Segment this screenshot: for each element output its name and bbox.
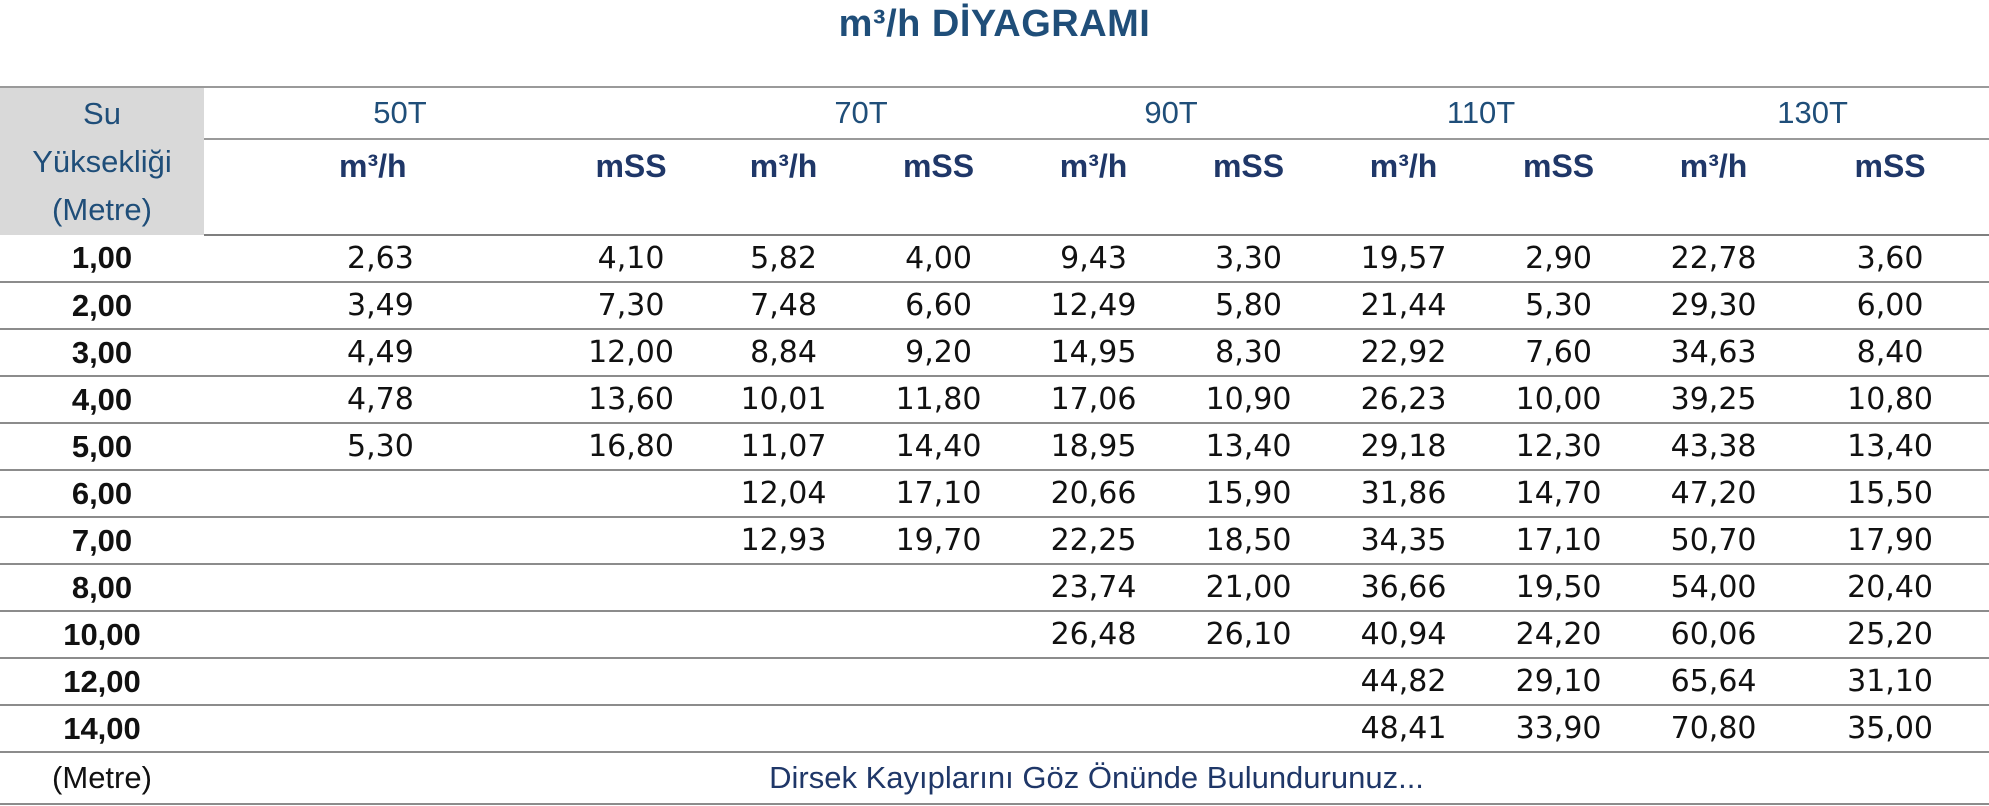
pressure-cell: 12,00 [556,329,706,376]
pressure-cell: 6,60 [861,282,1016,329]
flow-cell: 5,30 [204,423,556,470]
flow-cell: 65,64 [1636,658,1791,705]
pressure-cell: 3,60 [1791,235,1989,282]
pressure-cell: 4,10 [556,235,706,282]
pressure-cell: 4,00 [861,235,1016,282]
flow-cell: 22,25 [1016,517,1171,564]
unit-header-pressure: mSS [595,147,667,184]
pressure-cell: 19,70 [861,517,1016,564]
footer-row [0,752,1989,804]
flow-cell: 21,44 [1326,282,1481,329]
pressure-cell: 15,50 [1791,470,1989,517]
pressure-cell: 8,40 [1791,329,1989,376]
flow-cell: 22,78 [1636,235,1791,282]
height-header-line: Su [83,95,121,131]
flow-cell: 20,66 [1016,470,1171,517]
flow-cell: 4,78 [204,376,556,423]
pressure-cell: 16,80 [556,423,706,470]
unit-header-pressure: mSS [902,147,975,184]
pressure-cell: 5,80 [1171,282,1326,329]
pressure-cell: 20,40 [1791,564,1989,611]
height-cell: 12,00 [0,658,204,705]
flow-cell [706,564,861,611]
unit-header-pressure: mSS [1212,147,1285,184]
pressure-cell: 25,20 [1791,611,1989,658]
flow-diagram-table [0,86,1989,805]
height-cell: 14,00 [0,705,204,752]
flow-cell: 2,63 [204,235,556,282]
height-cell: 6,00 [0,470,204,517]
flow-cell: 9,43 [1016,235,1171,282]
unit-header-flow: m³/h [1369,147,1438,184]
pressure-cell: 3,30 [1171,235,1326,282]
group-header-130t: 130T [1636,87,1989,139]
pressure-cell [556,611,706,658]
flow-cell [204,517,556,564]
flow-cell: 12,49 [1016,282,1171,329]
height-cell: 8,00 [0,564,204,611]
pressure-cell: 14,40 [861,423,1016,470]
pressure-cell: 10,00 [1481,376,1636,423]
height-column-header [0,87,204,235]
flow-cell: 44,82 [1326,658,1481,705]
flow-cell: 36,66 [1326,564,1481,611]
flow-cell: 60,06 [1636,611,1791,658]
pressure-cell: 7,30 [556,282,706,329]
header-spacer-row [0,192,1989,235]
flow-cell: 43,38 [1636,423,1791,470]
flow-cell [204,611,556,658]
pressure-cell: 6,00 [1791,282,1989,329]
pressure-cell: 7,60 [1481,329,1636,376]
pressure-cell: 24,20 [1481,611,1636,658]
unit-header-flow: m³/h [1059,147,1128,184]
height-header-line: Yüksekliği [32,143,172,179]
unit-header-flow: m³/h [1679,147,1748,184]
pressure-cell: 8,30 [1171,329,1326,376]
flow-cell: 39,25 [1636,376,1791,423]
flow-cell: 31,86 [1326,470,1481,517]
flow-cell: 26,23 [1326,376,1481,423]
flow-cell: 4,49 [204,329,556,376]
flow-cell: 12,04 [706,470,861,517]
flow-cell: 48,41 [1326,705,1481,752]
flow-cell: 29,18 [1326,423,1481,470]
unit-header-pressure: mSS [1522,147,1595,184]
pressure-cell: 35,00 [1791,705,1989,752]
flow-cell: 40,94 [1326,611,1481,658]
flow-cell: 54,00 [1636,564,1791,611]
pressure-cell [556,705,706,752]
flow-cell: 26,48 [1016,611,1171,658]
table-row [0,517,1989,564]
pressure-cell: 9,20 [861,329,1016,376]
flow-cell: 29,30 [1636,282,1791,329]
height-cell: 3,00 [0,329,204,376]
flow-cell: 12,93 [706,517,861,564]
pressure-cell: 5,30 [1481,282,1636,329]
flow-cell: 17,06 [1016,376,1171,423]
pressure-cell: 13,60 [556,376,706,423]
pressure-cell: 26,10 [1171,611,1326,658]
table-row [0,611,1989,658]
pressure-cell [1171,658,1326,705]
height-cell: 4,00 [0,376,204,423]
pressure-cell [861,705,1016,752]
flow-cell: 10,01 [706,376,861,423]
table-body [0,235,1989,752]
pressure-cell: 21,00 [1171,564,1326,611]
height-cell: 7,00 [0,517,204,564]
pressure-cell [556,517,706,564]
table-row [0,282,1989,329]
pressure-cell: 10,90 [1171,376,1326,423]
page-title: m³/h DİYAGRAMI [838,3,1151,45]
flow-cell: 23,74 [1016,564,1171,611]
pressure-cell [1171,705,1326,752]
flow-cell [204,470,556,517]
footer-unit-label: (Metre) [0,752,204,804]
height-cell: 10,00 [0,611,204,658]
table-row [0,564,1989,611]
flow-cell [706,658,861,705]
flow-cell: 11,07 [706,423,861,470]
flow-cell: 14,95 [1016,329,1171,376]
flow-cell: 34,35 [1326,517,1481,564]
flow-cell: 70,80 [1636,705,1791,752]
flow-cell: 47,20 [1636,470,1791,517]
flow-cell [706,611,861,658]
height-cell: 5,00 [0,423,204,470]
flow-cell: 19,57 [1326,235,1481,282]
pressure-cell: 14,70 [1481,470,1636,517]
flow-cell [204,658,556,705]
pressure-cell: 11,80 [861,376,1016,423]
flow-cell [1016,658,1171,705]
pressure-cell: 17,10 [1481,517,1636,564]
pressure-cell: 13,40 [1171,423,1326,470]
flow-cell: 50,70 [1636,517,1791,564]
pressure-cell: 17,90 [1791,517,1989,564]
table-row [0,705,1989,752]
flow-cell: 8,84 [706,329,861,376]
height-cell: 2,00 [0,282,204,329]
pressure-cell: 17,10 [861,470,1016,517]
footer-note: Dirsek Kayıplarını Göz Önünde Bulundurunuz... [204,752,1989,804]
pressure-cell: 13,40 [1791,423,1989,470]
flow-cell [706,705,861,752]
table-row [0,235,1989,282]
flow-cell: 22,92 [1326,329,1481,376]
pressure-cell: 15,90 [1171,470,1326,517]
pressure-cell: 29,10 [1481,658,1636,705]
pressure-cell [556,658,706,705]
pressure-cell: 12,30 [1481,423,1636,470]
pressure-cell [556,470,706,517]
pressure-cell [861,564,1016,611]
pressure-cell: 10,80 [1791,376,1989,423]
flow-cell [204,705,556,752]
unit-header-flow: m³/h [749,147,818,184]
flow-cell: 5,82 [706,235,861,282]
pressure-cell [861,658,1016,705]
pressure-cell [861,611,1016,658]
unit-header-pressure: mSS [1854,147,1926,184]
header-spacer [204,192,1989,235]
group-header-50t: 50T [204,87,706,139]
pressure-cell: 19,50 [1481,564,1636,611]
group-header-row [0,87,1989,139]
table-row [0,329,1989,376]
pressure-cell: 33,90 [1481,705,1636,752]
pressure-cell: 2,90 [1481,235,1636,282]
height-cell: 1,00 [0,235,204,282]
table-row [0,376,1989,423]
flow-cell: 18,95 [1016,423,1171,470]
height-header-line: (Metre) [52,191,152,227]
flow-cell [204,564,556,611]
group-header-90t: 90T [1016,87,1326,139]
table-row [0,470,1989,517]
pressure-cell: 18,50 [1171,517,1326,564]
pressure-cell: 31,10 [1791,658,1989,705]
table-row [0,658,1989,705]
unit-header-flow: m³/h [339,147,407,184]
pressure-cell [556,564,706,611]
unit-header-row [0,139,1989,192]
table-row [0,423,1989,470]
group-header-70t: 70T [706,87,1016,139]
flow-cell [1016,705,1171,752]
flow-cell: 3,49 [204,282,556,329]
flow-cell: 34,63 [1636,329,1791,376]
flow-cell: 7,48 [706,282,861,329]
group-header-110t: 110T [1326,87,1636,139]
